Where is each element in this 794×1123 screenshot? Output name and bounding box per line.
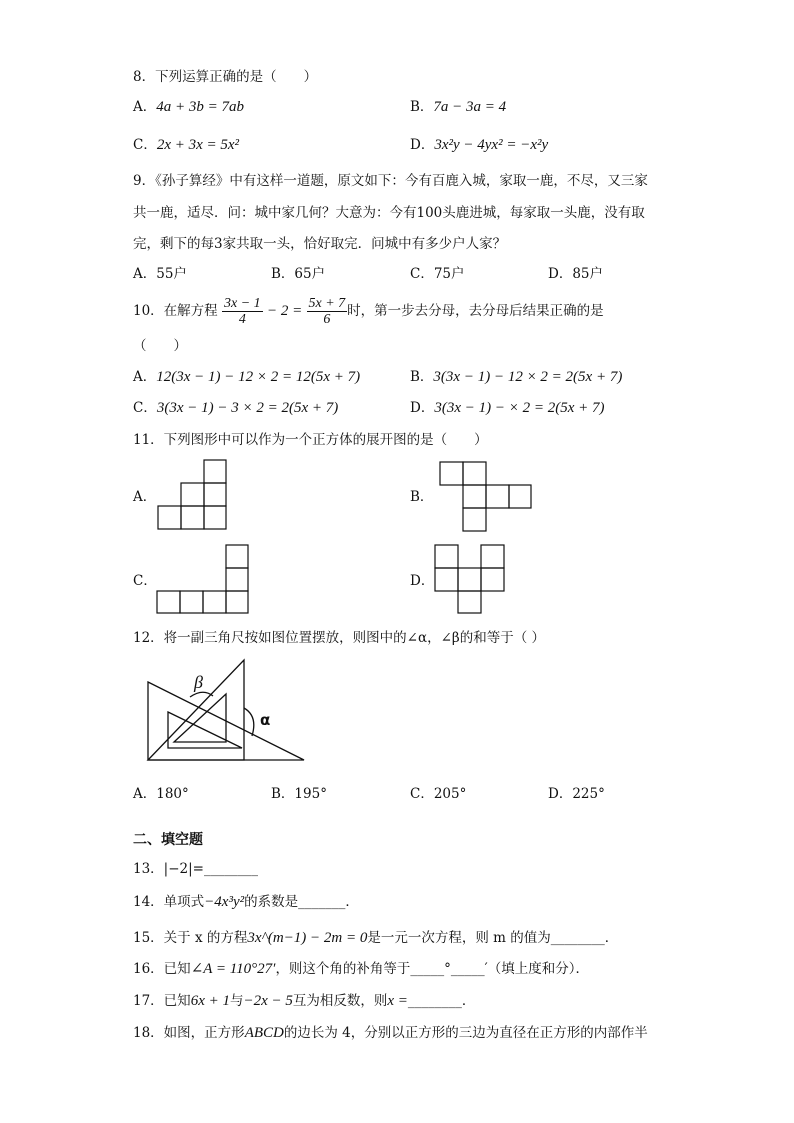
angle-alpha-label: α <box>260 711 271 729</box>
q15-prefix: 15．关于 x 的方程 <box>133 930 248 946</box>
option-expr: 3(3x − 1) − 3 × 2 = 2(5x + 7) <box>156 400 339 416</box>
q14-suffix: 的系数是_______． <box>244 894 359 910</box>
option-label: A． <box>133 369 157 385</box>
q9-line-2: 共一鹿，适尽．问：城中家几何？大意为：今有100头鹿进城，每家取一头鹿，没有取 <box>133 205 645 221</box>
q16-expr: ∠A = 110°27′ <box>190 961 276 977</box>
fraction-numerator: 3x − 1 <box>223 296 261 311</box>
q11-label-c: C． <box>133 573 157 589</box>
q17-expr-1: 6x + 1 <box>190 993 230 1009</box>
q10-prefix: 10．在解方程 <box>133 303 218 319</box>
q12-option-b: B．195° <box>271 786 327 802</box>
q9-option-b: B．65户 <box>271 266 326 282</box>
q15 <box>133 929 618 947</box>
q17-prefix: 17．已知 <box>133 993 191 1009</box>
q11-stem: 11．下列图形中可以作为一个正方体的展开图的是（ ） <box>133 432 488 448</box>
option-label: D． <box>410 137 435 153</box>
option-expr: 3x²y − 4yx² = −x²y <box>434 137 549 153</box>
option-label: C． <box>133 137 157 153</box>
q14 <box>133 893 359 911</box>
q9-option-d: D．85户 <box>548 266 604 282</box>
q12-option-d: D．225° <box>548 786 605 802</box>
q13: 13．|−2|=________ <box>133 861 258 877</box>
option-expr: 4a + 3b = 7ab <box>156 99 244 115</box>
q12-option-c: C．205° <box>410 786 467 802</box>
q11-label-b: B． <box>410 489 434 505</box>
q18 <box>133 1024 648 1042</box>
option-expr: 12(3x − 1) − 12 × 2 = 12(5x + 7) <box>156 369 361 385</box>
q10-paren: （ ） <box>133 338 187 354</box>
option-expr: 2x + 3x = 5x² <box>156 137 240 153</box>
q9-option-c: C．75户 <box>410 266 465 282</box>
q17-mid: 与 <box>229 993 244 1009</box>
fraction-denominator: 6 <box>323 312 331 327</box>
q9-line-3: 完，剩下的每3家共取一头，恰好取完．问城中有多少户人家？ <box>133 236 507 252</box>
option-label: A． <box>133 99 157 115</box>
q16 <box>133 960 589 978</box>
q8-stem: 8．下列运算正确的是（ ） <box>133 69 318 85</box>
option-expr: 3(3x − 1) − × 2 = 2(5x + 7) <box>434 400 605 416</box>
q15-suffix: 是一元一次方程，则 m 的值为________． <box>367 930 619 946</box>
q17 <box>133 992 475 1010</box>
option-expr: 7a − 3a = 4 <box>433 99 507 115</box>
fraction-numerator: 5x + 7 <box>308 296 346 311</box>
option-label: B． <box>410 369 434 385</box>
q17-expr-3: x = <box>387 993 408 1009</box>
q16-suffix: ，则这个角的补角等于_____°_____′（填上度和分）． <box>275 961 590 977</box>
q18-prefix: 18．如图，正方形 <box>133 1025 245 1041</box>
q14-prefix: 14．单项式 <box>133 894 205 910</box>
angle-beta-label: β <box>194 672 203 692</box>
q10-middle: − 2 = <box>266 303 303 319</box>
section-heading-fill-blank: 二、填空题 <box>133 832 203 848</box>
q9-option-a: A．55户 <box>133 266 187 282</box>
option-label: C． <box>133 400 157 416</box>
option-expr: 3(3x − 1) − 12 × 2 = 2(5x + 7) <box>433 369 623 385</box>
q11-label-a: A． <box>133 489 157 505</box>
q16-prefix: 16．已知 <box>133 961 191 977</box>
q14-expr: −4x³y² <box>204 894 245 910</box>
q17-suffix-1: 互为相反数，则 <box>292 993 388 1009</box>
option-label: B． <box>410 99 434 115</box>
q10-suffix: 时，第一步去分母，去分母后结果正确的是 <box>347 303 604 319</box>
q12-option-a: A．180° <box>133 786 189 802</box>
fraction-denominator: 4 <box>238 312 246 327</box>
q12-stem: 12．将一副三角尺按如图位置摆放，则图中的∠α，∠β的和等于（ ） <box>133 630 546 646</box>
q18-expr: ABCD <box>244 1025 284 1041</box>
q9-line-1: 9．《孙子算经》中有这样一道题，原文如下：今有百鹿入城，家取一鹿，不尽，又三家 <box>133 173 648 189</box>
q18-suffix: 的边长为 4，分别以正方形的三边为直径在正方形的内部作半 <box>283 1025 648 1041</box>
option-label: D． <box>410 400 435 416</box>
q17-suffix-2: ________． <box>407 993 476 1009</box>
q11-label-d: D． <box>410 573 435 589</box>
q15-expr: 3x^(m−1) − 2m = 0 <box>247 930 368 946</box>
q17-expr-2: −2x − 5 <box>243 993 293 1009</box>
